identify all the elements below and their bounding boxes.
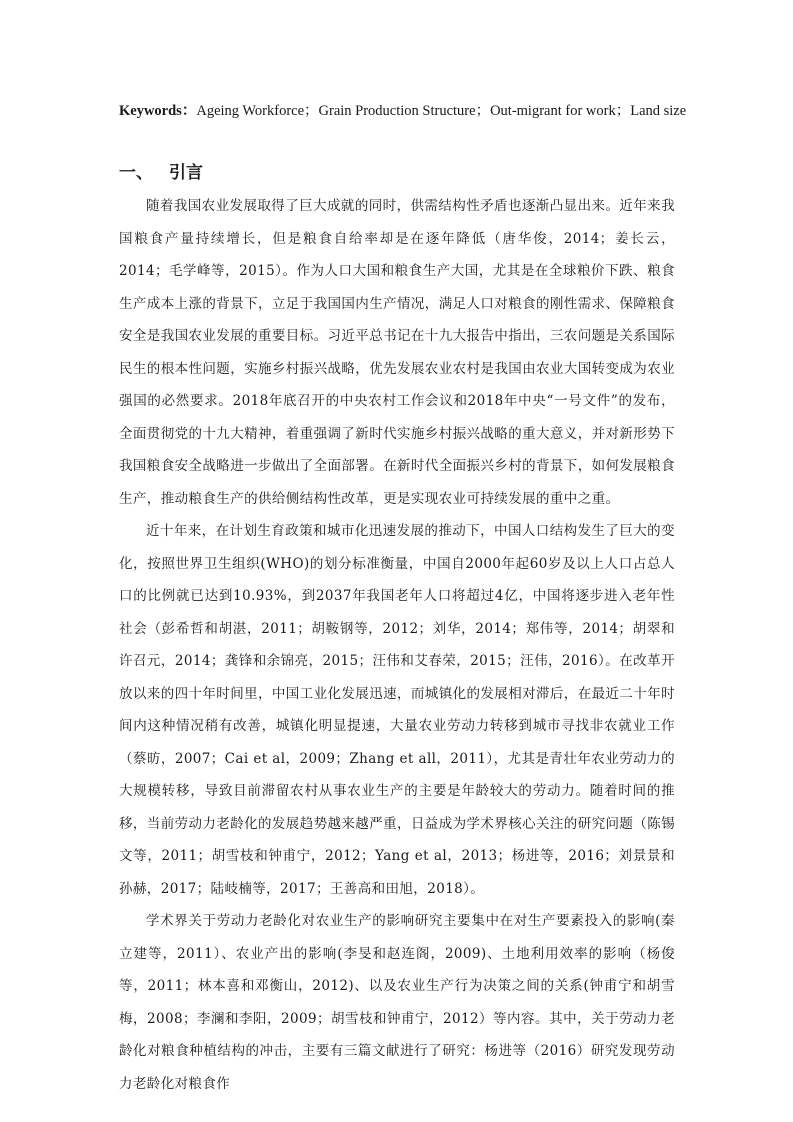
keywords-text: Ageing Workforce；Grain Production Structure；Out-migrant for work；Land size: [196, 103, 687, 119]
body-text: [119, 190, 675, 1100]
paragraph: 近十年来，在计划生育政策和城市化迅速发展的推动下，中国人口结构发生了巨大的变化，按照世界卫生组织(WHO)的划分标准衡量，中国自2000年起60岁及以上人口占总人口的比例就已达到10.93%，到2037年我国老年人口将超过4亿，中国将逐步进入老年性社会（彭希哲和胡湛，2011；胡鞍钢等，2012；刘华，2014；郑伟等，2014；胡翠和许召元，2014；龚锋和余锦亮，2015；汪伟和艾春荣，2015；汪伟，2016）。在改革开放以来的四十年时间里，中国工业化发展迅速，而城镇化的发展相对滞后，在最近二十年时间内这种情况稍有改善，城镇化明显提速，大量农业劳动力转移到城市寻找非农就业工作（蔡昉，2007；Cai et al，2009；Zhang et all，2011），尤其是青壮年农业劳动力的大规模转移，导致目前滞留农村从事农业生产的主要是年龄较大的劳动力。随着时间的推移，当前劳动力老龄化的发展趋势越来越严重，日益成为学术界核心关注的研究问题（陈锡文等，2011；胡雪枝和钟甫宁，2012；Yang et al，2013；杨进等，2016；刘景景和孙赫，2017；陆岐楠等，2017；王善高和田旭，2018）。: [119, 523, 675, 897]
keywords-label: Keywords：: [119, 103, 197, 119]
section-title: 引言: [169, 163, 203, 183]
keywords-line: [119, 100, 687, 122]
paragraph: 随着我国农业发展取得了巨大成就的同时，供需结构性矛盾也逐渐凸显出来。近年来我国粮食产量持续增长，但是粮食自给率却是在逐年降低（唐华俊，2014；姜长云，2014；毛学峰等，2015）。作为人口大国和粮食生产大国，尤其是在全球粮价下跌、粮食生产成本上涨的背景下，立足于我国国内生产情况，满足人口对粮食的刚性需求、保障粮食安全是我国农业发展的重要目标。习近平总书记在十九大报告中指出，三农问题是关系国际民生的根本性问题，实施乡村振兴战略，优先发展农业农村是我国由农业大国转变成为农业强国的必然要求。2018年底召开的中央农村工作会议和2018年中央“一号文件”的发布，全面贯彻党的十九大精神，着重强调了新时代实施乡村振兴战略的重大意义，并对新形势下我国粮食安全战略进一步做出了全面部署。在新时代全面振兴乡村的背景下，如何发展粮食生产，推动粮食生产的供给侧结构性改革，更是实现农业可持续发展的重中之重。: [119, 198, 675, 507]
section-heading: [119, 160, 203, 186]
section-number: 一、: [119, 163, 153, 183]
paragraph: 学术界关于劳动力老龄化对农业生产的影响研究主要集中在对生产要素投入的影响(秦立建等，2011）、农业产出的影响(李旻和赵连阁，2009)、土地利用效率的影响（杨俊等，2011；林本喜和邓衡山，2012)、以及农业生产行为决策之间的关系(钟甫宁和胡雪梅，2008；李澜和李阳，2009；胡雪枝和钟甫宁，2012）等内容。其中，关于劳动力老龄化对粮食种植结构的冲击，主要有三篇文献进行了研究：杨进等（2016）研究发现劳动力老龄化对粮食作: [119, 913, 675, 1092]
